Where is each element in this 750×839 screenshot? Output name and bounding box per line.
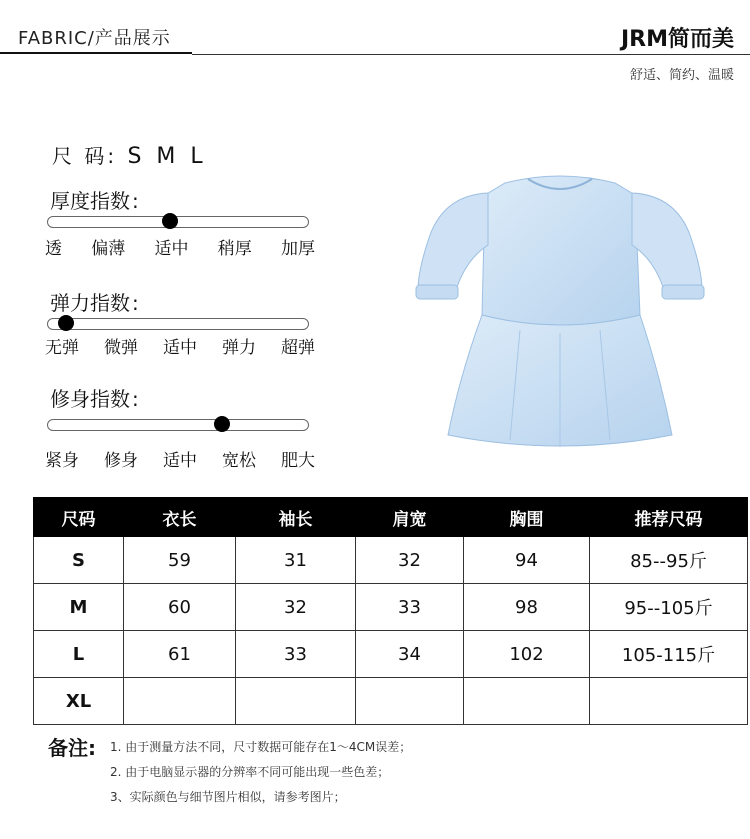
table-header-row: [34, 498, 748, 537]
scale-label: 超弹: [281, 338, 315, 358]
table-row: [34, 537, 748, 584]
brand-tagline: 舒适、简约、温暖: [629, 68, 734, 83]
column-header: 推荐尺码: [590, 498, 748, 537]
scale-label: 适中: [163, 338, 197, 358]
scale-label: 肥大: [281, 451, 315, 471]
elasticity-slider: [47, 318, 309, 330]
table-cell: [356, 678, 464, 725]
fit-index-title: [50, 383, 139, 412]
table-row: [34, 584, 748, 631]
table-row: [34, 678, 748, 725]
scale-label: 宽松: [222, 451, 256, 471]
size-chart-table: [33, 497, 748, 725]
table-cell: 32: [356, 537, 464, 584]
right-sleeve: [632, 193, 702, 293]
slider-knob: [58, 315, 74, 331]
table-cell: [124, 678, 236, 725]
table-cell: M: [34, 584, 124, 631]
slider-knob: [162, 213, 178, 229]
thickness-slider: [47, 216, 309, 228]
table-cell: L: [34, 631, 124, 678]
divider: [192, 54, 750, 55]
elasticity-index-title: [50, 287, 139, 316]
table-cell: 32: [236, 584, 356, 631]
table-cell: 31: [236, 537, 356, 584]
size-values: S M L: [127, 144, 207, 169]
slider-knob: [214, 416, 230, 432]
table-cell: XL: [34, 678, 124, 725]
index-colon: :: [132, 291, 139, 315]
table-cell: [464, 678, 590, 725]
table-cell: 61: [124, 631, 236, 678]
table-cell: 95--105斤: [590, 584, 748, 631]
table-cell: 59: [124, 537, 236, 584]
table-cell: [236, 678, 356, 725]
table-cell: [590, 678, 748, 725]
scale-label: 透: [45, 239, 62, 259]
table-cell: 94: [464, 537, 590, 584]
scale-label: 稍厚: [217, 239, 252, 259]
scale-label: 弹力: [222, 338, 256, 358]
index-title: 厚度指数: [50, 189, 130, 213]
column-header: 袖长: [236, 498, 356, 537]
table-cell: 98: [464, 584, 590, 631]
thickness-index-title: [50, 185, 139, 214]
note-item: 1. 由于测量方法不同，尺寸数据可能存在1～4CM误差；: [110, 740, 412, 754]
table-cell: 34: [356, 631, 464, 678]
table-cell: 85--95斤: [590, 537, 748, 584]
fit-scale: [45, 446, 315, 471]
note-item: 3、实际颜色与细节图片相似，请参考图片；: [110, 790, 346, 804]
table-cell: 105-115斤: [590, 631, 748, 678]
brand-name: JRM简而美: [620, 27, 734, 52]
table-row: [34, 631, 748, 678]
index-title: 弹力指数: [50, 291, 130, 315]
right-cuff: [662, 285, 704, 299]
scale-label: 无弹: [45, 338, 79, 358]
scale-label: 适中: [163, 451, 197, 471]
index-colon: :: [132, 387, 139, 411]
table-cell: 33: [356, 584, 464, 631]
elasticity-scale: [45, 333, 315, 358]
column-header: 衣长: [124, 498, 236, 537]
left-cuff: [416, 285, 458, 299]
table-cell: 33: [236, 631, 356, 678]
note-item: 2. 由于电脑显示器的分辨率不同可能出现一些色差；: [110, 765, 390, 779]
scale-label: 适中: [154, 239, 189, 259]
table-cell: 60: [124, 584, 236, 631]
notes-label: 备注:: [48, 736, 96, 760]
fit-slider: [47, 419, 309, 431]
table-cell: 102: [464, 631, 590, 678]
index-title: 修身指数: [50, 387, 130, 411]
column-header: 胸围: [464, 498, 590, 537]
scale-label: 紧身: [45, 451, 79, 471]
scale-label: 偏薄: [91, 239, 126, 259]
scale-label: 微弹: [104, 338, 138, 358]
column-header: 尺码: [34, 498, 124, 537]
section-title: FABRIC/产品展示: [18, 28, 171, 49]
index-colon: :: [132, 189, 139, 213]
table-cell: S: [34, 537, 124, 584]
shirt-bodice: [482, 176, 640, 325]
size-label: 尺 码:: [52, 144, 118, 168]
product-image: [410, 165, 710, 455]
scale-label: 修身: [104, 451, 138, 471]
size-options: [52, 140, 207, 169]
thickness-scale: [45, 234, 315, 259]
scale-label: 加厚: [281, 239, 315, 259]
left-sleeve: [418, 193, 488, 293]
divider: [0, 52, 192, 54]
column-header: 肩宽: [356, 498, 464, 537]
